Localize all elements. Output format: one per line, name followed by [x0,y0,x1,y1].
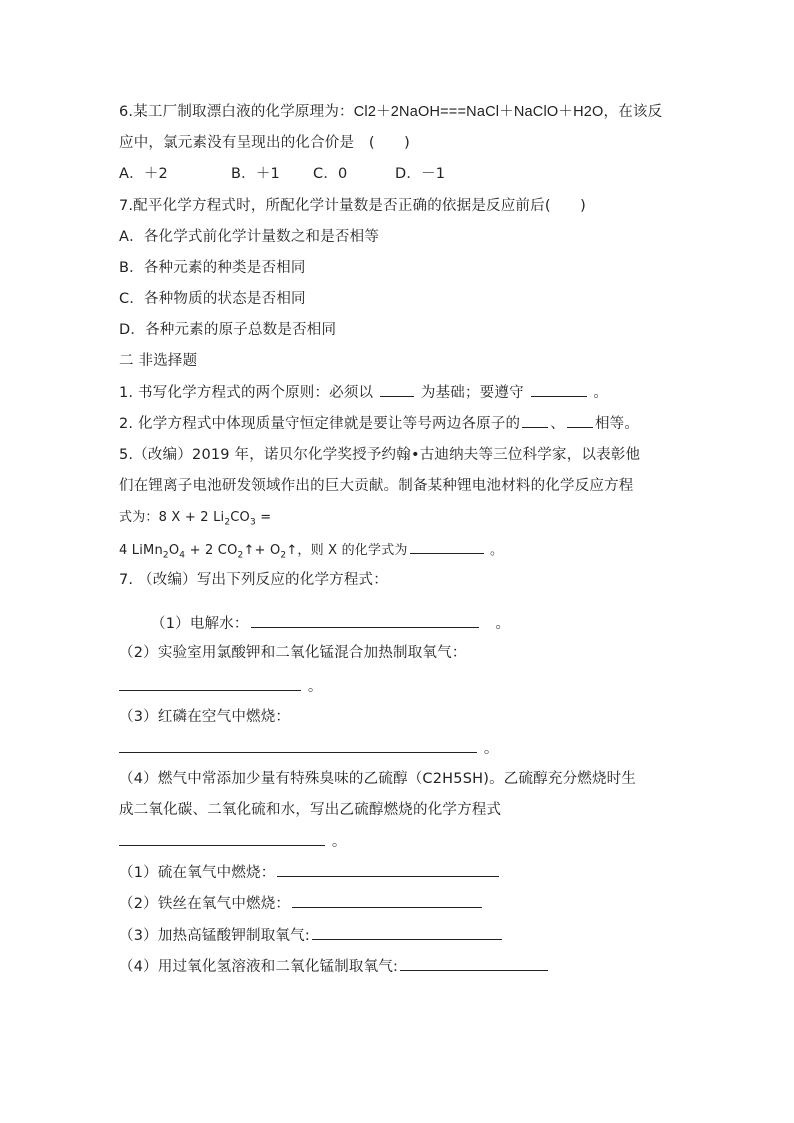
q8-item-4 [119,956,550,977]
fill-question-1 [119,382,608,403]
q7-option-b: B．各种元素的种类是否相同 [119,260,306,276]
q5-line3 [119,508,271,528]
q7b-item-2-answer [119,676,323,697]
q7b-blank-2[interactable] [119,676,301,691]
q8-blank-2[interactable] [292,893,482,908]
q7b-period-2: 。 [307,679,323,695]
q5-sub-2: 2 [224,517,231,528]
q7b-blank-3[interactable] [119,738,477,753]
q7b-period-3: 。 [483,741,499,757]
f2-blank-1[interactable] [522,413,548,428]
f1-text-c: 。 [593,385,609,401]
q6-choice-d: D．－1 [395,166,446,182]
q6-stem-end: ，在该反 [603,104,663,120]
q8-item-3-label: （3）加热高锰酸钾制取氧气: [119,928,310,944]
q7b-item-3-answer [119,738,499,759]
q8-item-1 [119,862,501,883]
q8-blank-4[interactable] [400,956,548,971]
fill-question-2 [119,413,639,434]
q6-choice-b: B．＋1 [231,166,280,182]
f1-blank-2[interactable] [531,382,587,397]
q6-stem: 6.某工厂制取漂白液的化学原理为： [119,104,354,120]
q7-stem: 7.配平化学方程式时，所配化学计量数是否正确的依据是反应前后( ) [119,198,586,214]
q6-line2 [119,133,410,153]
q6-choice-c: C．0 [313,166,348,182]
q8-blank-3[interactable] [312,925,502,940]
q7b-blank-4[interactable] [119,831,325,846]
q5-product-a: 4 LiMn [119,543,163,558]
q8-item-1-label: （1）硫在氧气中燃烧： [119,865,276,881]
q5-line2: 们在锂离子电池研发领域作出的巨大贡献。制备某种锂电池材料的化学反应方程 [119,478,634,494]
f1-text-b: 为基础；要遵守 [420,385,524,401]
q5-sub-mn: 2 [162,550,169,561]
q6-equation: Cl2＋2NaOH===NaCl＋NaClO＋H2O [353,104,604,120]
q7-option-a: A．各化学式前化学计量数之和是否相等 [119,229,380,245]
q8-blank-1[interactable] [277,862,499,877]
q7b-item-4-line2: 成二氧化碳、二氧化硫和水，写出乙硫醇燃烧的化学方程式 [119,802,502,818]
q6-choices [119,164,445,184]
q6-line1 [119,102,662,122]
f2-blank-2[interactable] [567,413,593,428]
q7b-item-4-answer [119,831,347,852]
q7b-period-4: 。 [331,834,347,850]
f1-blank-1[interactable] [380,382,414,397]
q6-question: 应中，氯元素没有呈现出的化合价是 ( ) [119,135,411,151]
q5-sub-4: 4 [179,550,186,561]
q5-line1: 5.（改编）2019 年，诺贝尔化学奖授予约翰•古迪纳夫等三位科学家，以表彰他 [119,447,641,463]
q5-eq-part-a: 式为：8 X + 2 Li [119,510,225,525]
q5-sub-o2: 2 [280,550,287,561]
q5-blank[interactable] [410,539,484,554]
q7b-blank-1[interactable] [251,613,479,628]
q5-product-c: + 2 CO [185,543,238,558]
q7b-item-1-label: （1）电解水： [151,616,249,632]
q5-product-b: O [168,543,180,558]
q7b-stem: 7. （改编）写出下列反应的化学方程式： [119,572,388,588]
q7-option-c: C．各种物质的状态是否相同 [119,291,306,307]
q5-eq-part-b: CO [230,510,250,525]
f2-text-c: 相等。 [594,416,640,432]
q5-period: 。 [489,543,504,558]
q7b-period-1: 。 [495,616,511,632]
q5-eq-part-c: = [255,510,272,525]
q5-sub-3: 3 [249,517,256,528]
section-heading: 二 非选择题 [119,353,198,369]
f2-text-a: 2. 化学方程式中体现质量守恒定律就是要让等号两边各原子的 [119,416,521,432]
q8-item-4-label: （4）用过氧化氢溶液和二氧化锰制取氧气: [119,959,399,975]
q8-item-3 [119,925,504,946]
q5-product-d: ↑+ O [243,543,281,558]
q8-item-2 [119,893,484,914]
f1-text-a: 1. 书写化学方程式的两个原则：必须以 [119,385,374,401]
q7b-item-1 [151,613,510,634]
q8-item-2-label: （2）铁丝在氧气中燃烧： [119,896,291,912]
q7b-item-4-line1: （4）燃气中常添加少量有特殊臭味的乙硫醇（C2H5SH)。乙硫醇充分燃烧时生 [119,771,637,787]
q5-question: ↑，则 X 的化学式为 [286,543,408,558]
q6-choice-a: A．＋2 [119,166,168,182]
q5-sub-co2: 2 [237,550,244,561]
f2-text-b: 、 [550,416,565,432]
q7b-item-3: （3）红磷在空气中燃烧： [119,709,291,725]
q5-line4 [119,539,503,561]
q7b-item-2: （2）实验室用氯酸钾和二氧化锰混合加热制取氧气： [119,645,467,661]
q7-option-d: D．各种元素的原子总数是否相同 [119,322,337,338]
